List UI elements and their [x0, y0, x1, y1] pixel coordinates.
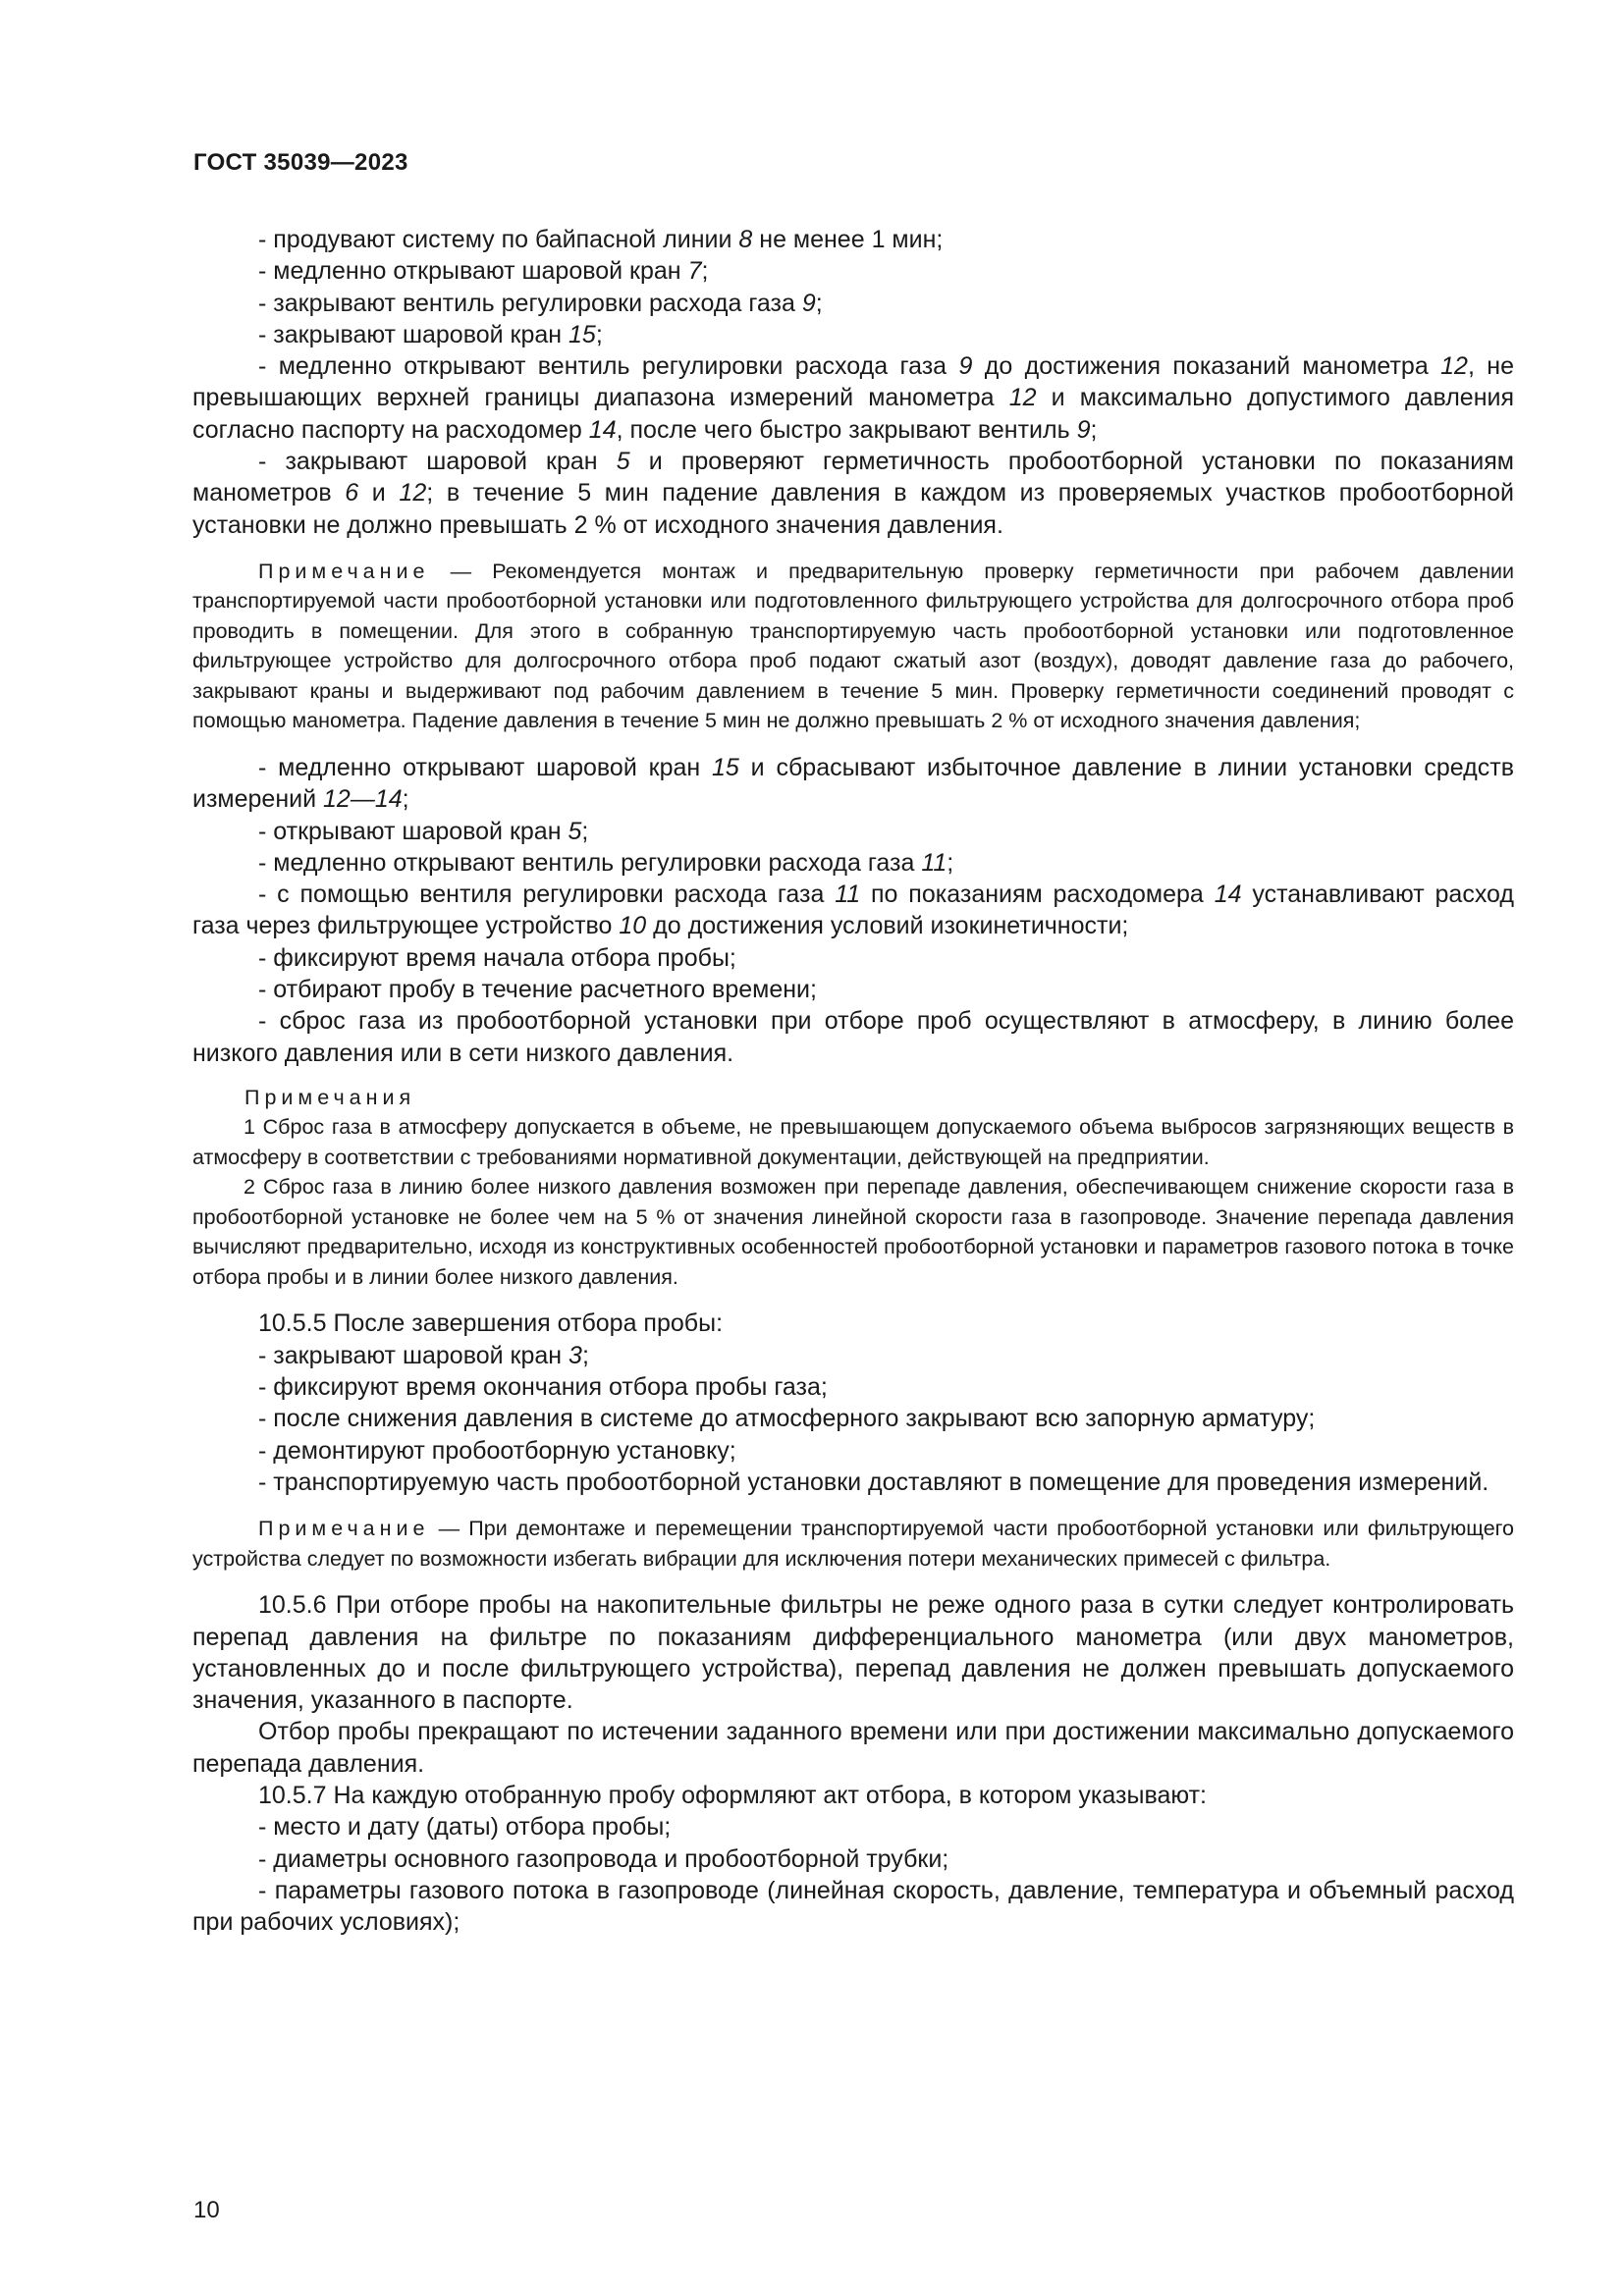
note-label: Примечание — [258, 559, 430, 583]
list-item: - закрывают шаровой кран 15; — [258, 320, 603, 348]
list-item: - закрывают вентиль регулировки расхода газа 9; — [258, 289, 823, 317]
list-item: - медленно открывают вентиль регулировки расхода газа 9 до достижения показаний манометра 12, не превышающих верхней границы диапазона измерений манометра 12 и максимально допустимого давления согласно паспорту на расходомер 14, после чего быстро закрывают вентиль 9; — [192, 352, 1514, 444]
list-item: - параметры газового потока в газопроводе (линейная скорость, давление, температура и объемный расход при рабочих условиях); — [192, 1876, 1514, 1937]
note-item: 2 Сброс газа в линию более низкого давления возможен при перепаде давления, обеспечивающем снижение скорости газа в пробоотборной установке не более чем на 5 % от значения линейной скорости газа в газопроводе. Значение перепада давления вычисляют предварительно, исходя из конструктивных особенностей пробоотборной установки и параметров газового потока в точке отбора пробы и в линии более низкого давления. — [192, 1175, 1514, 1289]
list-item: - фиксируют время окончания отбора пробы газа; — [258, 1373, 828, 1402]
document-header: ГОСТ 35039—2023 — [193, 149, 408, 176]
list-item: - открывают шаровой кран 5; — [258, 817, 589, 845]
paragraph: 10.5.6 При отборе пробы на накопительные фильтры не реже одного раза в сутки следует контролировать перепад давления на фильтре по показаниям дифференциального манометра (или двух манометров, установленных до и после фильтрующего устройства), перепад давления не должен превышать допускаемого значения, указанного в паспорте. — [192, 1591, 1514, 1715]
list-item: - медленно открывают вентиль регулировки расхода газа 11; — [258, 848, 954, 877]
list-item: - диаметры основного газопровода и пробоотборной трубки; — [258, 1844, 949, 1873]
note-label: Примечание — [258, 1517, 430, 1541]
list-item: - медленно открывают шаровой кран 15 и сбрасывают избыточное давление в линии установки средств измерений 12—14; — [192, 753, 1514, 814]
list-item: - после снижения давления в системе до атмосферного закрывают всю запорную арматуру; — [258, 1405, 1316, 1433]
list-item: - отбирают пробу в течение расчетного времени; — [258, 976, 817, 1004]
list-item: - продувают систему по байпасной линии 8 не менее 1 мин; — [258, 226, 944, 253]
list-item: - медленно открывают шаровой кран 7; — [258, 257, 709, 286]
paragraph: Отбор пробы прекращают по истечении заданного времени или при достижении максимально допускаемого перепада давления. — [192, 1718, 1514, 1778]
note: Примечание — При демонтаже и перемещении транспортируемой части пробоотборной установки или фильтрующего устройства следует по возможности избегать вибрации для исключения потери механических примесей с фильтра. — [192, 1517, 1514, 1571]
page-number: 10 — [193, 2197, 220, 2223]
section-heading: 10.5.5 После завершения отбора пробы: — [258, 1309, 724, 1338]
list-item: - транспортируемую часть пробоотборной установки доставляют в помещение для проведения измерений. — [258, 1468, 1489, 1496]
notes-title: Примечания — [244, 1085, 416, 1109]
document-body — [192, 224, 1514, 1938]
list-item: - закрывают шаровой кран 5 и проверяют герметичность пробоотборной установки по показаниям манометров 6 и 12; в течение 5 мин падение давления в каждом из проверяемых участков пробоотборной установки не должно превышать 2 % от исходного значения давления. — [192, 448, 1514, 539]
list-item: - закрывают шаровой кран 3; — [258, 1341, 589, 1369]
note-item: 1 Сброс газа в атмосферу допускается в объеме, не превышающем допускаемого объема выбросов загрязняющих веществ в атмосферу в соответствии с требованиями нормативной документации, действующей на предприятии. — [192, 1115, 1514, 1169]
list-item: - с помощью вентиля регулировки расхода газа 11 по показаниям расходомера 14 устанавливают расход газа через фильтрующее устройство 10 до достижения условий изокинетичности; — [192, 881, 1514, 940]
list-item: - демонтируют пробоотборную установку; — [258, 1436, 736, 1465]
paragraph: 10.5.7 На каждую отобранную пробу оформляют акт отбора, в котором указывают: — [258, 1782, 1207, 1809]
list-item: - место и дату (даты) отбора пробы; — [258, 1813, 672, 1842]
note: Примечание — Рекомендуется монтаж и предварительную проверку герметичности при рабочем давлении транспортируемой части пробоотборной установки или подготовленного фильтрующего устройства для долгосрочного отбора проб проводить в помещении. Для этого в собранную транспортируемую часть пробоотборной установки или подготовленное фильтрующее устройство для долгосрочного отбора проб подают сжатый азот (воздух), доводят давление газа до рабочего, закрывают краны и выдерживают под рабочим давлением в течение 5 мин. Проверку герметичности соединений проводят с помощью манометра. Падение давления в течение 5 мин не должно превышать 2 % от исходного значения давления; — [192, 559, 1514, 733]
list-item: - фиксируют время начала отбора пробы; — [258, 943, 736, 972]
list-item: - сброс газа из пробоотборной установки при отборе проб осуществляют в атмосферу, в линию более низкого давления или в сети низкого давления. — [192, 1007, 1514, 1067]
